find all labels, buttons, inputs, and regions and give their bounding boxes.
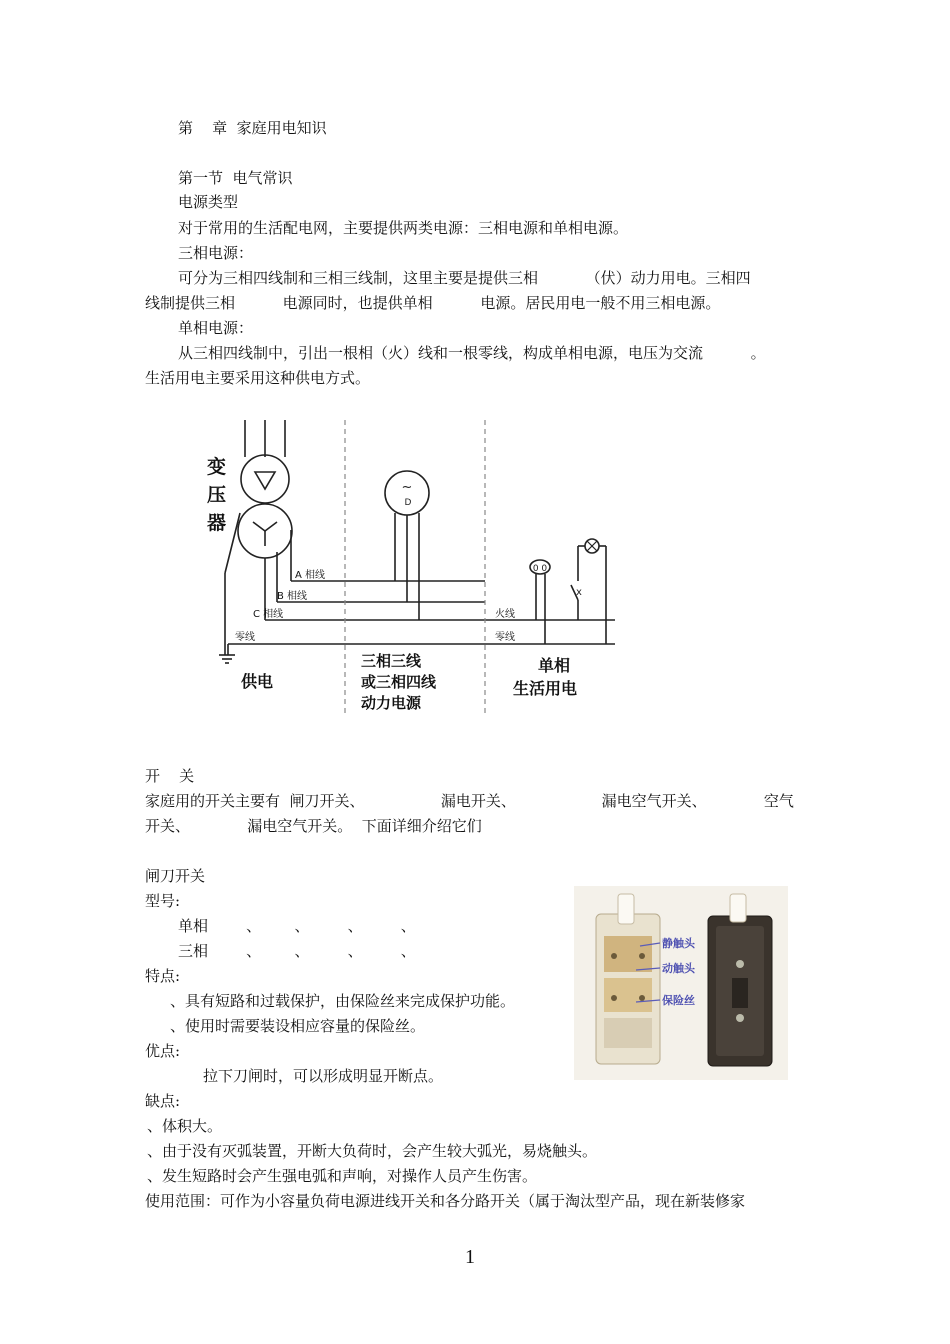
neutral-right-label: 零线 — [495, 632, 515, 643]
power-types-heading: 电源类型 — [178, 193, 239, 211]
disadvantages-heading: 缺点: — [145, 1092, 181, 1110]
static-contact-label: 静触头 — [662, 937, 695, 950]
switches-heading: 开 关 — [145, 767, 195, 785]
transformer-label-1: 变 — [207, 456, 227, 478]
page-number: 1 — [465, 1246, 475, 1268]
single-phase-text-1: 从三相四线制中，引出一根相（火）线和一根零线，构成单相电源，电压为交流 。 — [178, 344, 766, 362]
line-a-label: A 相线 — [295, 570, 326, 581]
live-right-label: 火线 — [495, 609, 515, 620]
model-heading: 型号: — [145, 892, 181, 910]
svg-text:D: D — [404, 498, 412, 508]
transformer-label-2: 压 — [207, 484, 227, 506]
section-3ph-line-2: 或三相四线 — [361, 673, 437, 691]
line-c-label: C 相线 — [253, 609, 284, 620]
svg-text:~: ~ — [401, 480, 413, 495]
knife-switch-heading: 闸刀开关 — [145, 867, 206, 885]
section-supply-label: 供电 — [241, 672, 274, 691]
single-phase-heading: 单相电源： — [178, 319, 254, 337]
svg-text:0 0: 0 0 — [532, 564, 548, 574]
three-phase-text-1: 可分为三相四线制和三相三线制，这里主要是提供三相 （伏）动力用电。三相四 — [178, 269, 751, 287]
section-3ph-line-1: 三相三线 — [361, 652, 422, 670]
neutral-label: 零线 — [235, 632, 255, 643]
switches-text-2: 开关、 漏电空气开关。 下面详细介绍它们 — [145, 817, 482, 835]
advantage-1: 拉下刀闸时，可以形成明显开断点。 — [203, 1067, 444, 1085]
svg-text:x: x — [576, 587, 582, 598]
three-phase-text-2: 线制提供三相 电源同时，也提供单相 电源。居民用电一般不用三相电源。 — [145, 294, 721, 312]
single-phase-text-2: 生活用电主要采用这种供电方式。 — [145, 369, 371, 387]
advantages-heading: 优点: — [145, 1042, 181, 1060]
transformer-label-3: 器 — [207, 512, 227, 534]
power-supply-diagram — [195, 415, 635, 720]
line-b-label: B 相线 — [277, 591, 308, 602]
switches-text-1: 家庭用的开关主要有 闸刀开关、 漏电开关、 漏电空气开关、 空气 — [145, 792, 794, 810]
knife-switch-photo — [574, 886, 788, 1080]
three-phase-heading: 三相电源： — [178, 244, 254, 262]
section-title: 第一节 电气常识 — [178, 169, 293, 187]
model-three-phase: 三相 、 、 、 、 — [178, 942, 416, 960]
chapter-title: 第 章 家庭用电知识 — [178, 119, 327, 137]
usage-scope: 使用范围：可作为小容量负荷电源进线开关和各分路开关（属于淘汰型产品，现在新装修家 — [145, 1192, 746, 1210]
section-1ph-line-1: 单相 — [538, 656, 571, 675]
model-single-phase: 单相 、 、 、 、 — [178, 917, 416, 935]
power-types-intro: 对于常用的生活配电网，主要提供两类电源：三相电源和单相电源。 — [178, 219, 629, 237]
section-1ph-line-2: 生活用电 — [513, 679, 578, 698]
disadvantage-1: 、体积大。 — [147, 1117, 223, 1135]
feature-1: 、具有短路和过载保护，由保险丝来完成保护功能。 — [170, 992, 516, 1010]
feature-2: 、使用时需要装设相应容量的保险丝。 — [170, 1017, 426, 1035]
disadvantage-2: 、由于没有灭弧装置，开断大负荷时，会产生较大弧光，易烧触头。 — [147, 1142, 598, 1160]
disadvantage-3: 、发生短路时会产生强电弧和声响，对操作人员产生伤害。 — [147, 1167, 538, 1185]
features-heading: 特点: — [145, 967, 181, 985]
section-3ph-line-3: 动力电源 — [361, 694, 422, 712]
moving-contact-label: 动触头 — [662, 962, 695, 975]
fuse-label: 保险丝 — [662, 994, 695, 1007]
